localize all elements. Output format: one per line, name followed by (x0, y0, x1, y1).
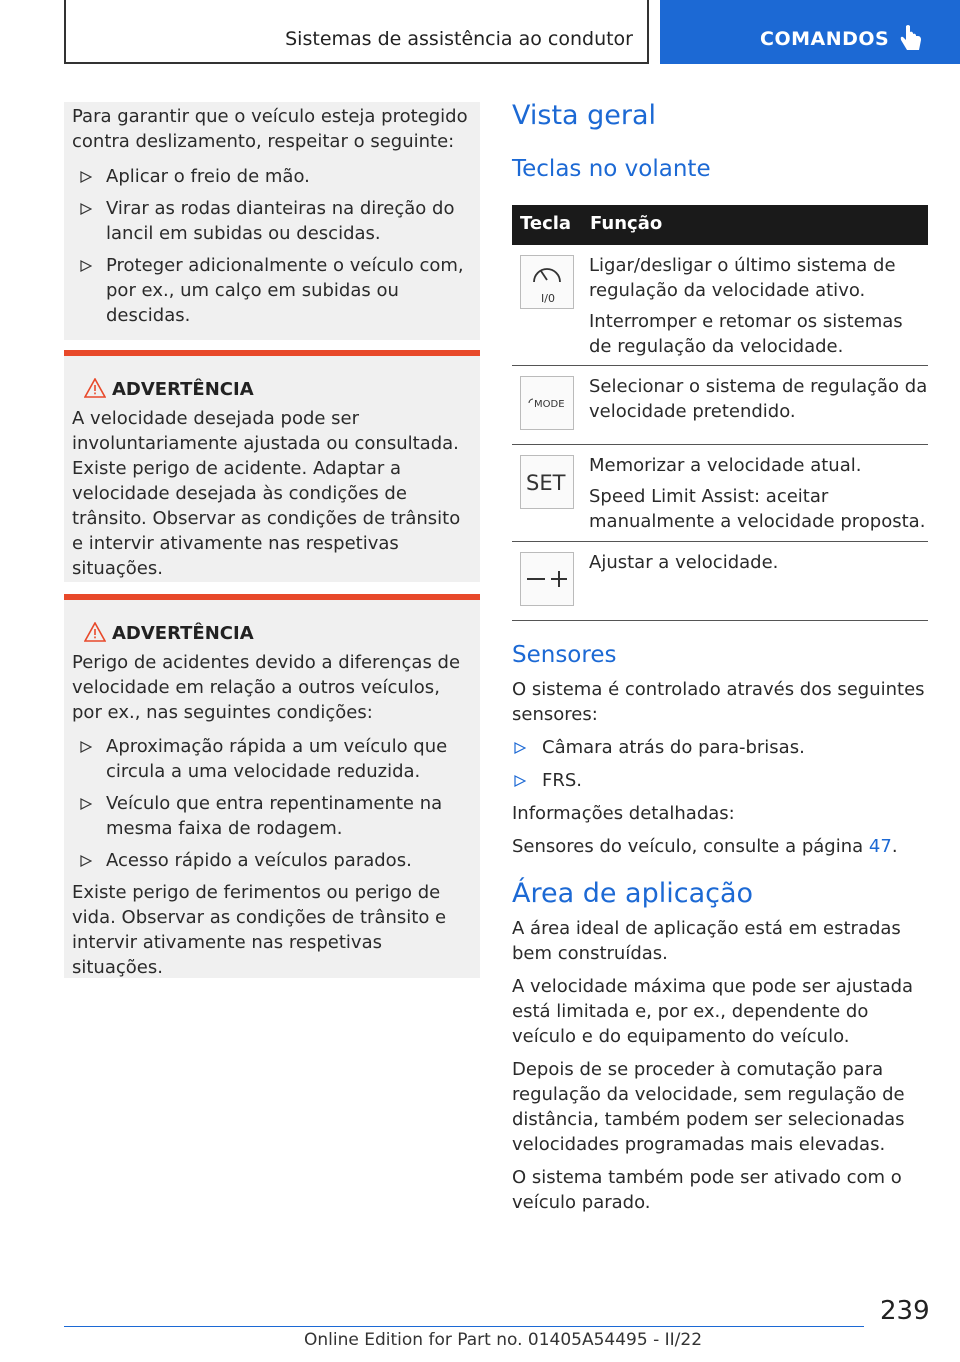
column-header-key: Tecla (520, 213, 572, 234)
heading-sensors: Sensores (512, 642, 617, 668)
list-item: Aproximação rápida a um veículo que circula a uma velocidade reduzida. (72, 734, 472, 784)
heading-area: Área de aplicação (512, 878, 754, 909)
heading-overview: Vista geral (512, 100, 657, 131)
warning-text: Perigo de acidentes devido a diferenças de velocidade em relação a outros veículos, por ex., nas seguintes condições: (72, 652, 461, 723)
table-row (512, 366, 928, 445)
list-item: Câmara atrás do para-brisas. (512, 735, 932, 760)
warning-triangle-icon (84, 622, 106, 642)
area-paragraph: Depois de se proceder à comutação para regulação da velocidade, sem regulação de distância, também podem ser selecionadas velocidades programadas mais elevadas. (512, 1059, 905, 1155)
bullet-triangle-icon (80, 260, 92, 272)
bullet-triangle-icon (514, 775, 526, 787)
function-text: Interromper e retomar os sistemas de regulação da velocidade. (589, 311, 903, 357)
table-row (512, 245, 928, 366)
hand-pointer-icon (898, 24, 924, 54)
list-item: Veículo que entra repentinamente na mesma faixa de rodagem. (72, 791, 472, 841)
table-header (512, 205, 928, 245)
svg-text:I/0: I/0 (541, 292, 555, 305)
sensors-section (512, 677, 932, 867)
area-paragraph: A velocidade máxima que pode ser ajustada está limitada e, por ex., dependente do veículo e do equipamento do veículo. (512, 976, 914, 1047)
set-button-icon (520, 455, 574, 509)
bullet-triangle-icon (80, 171, 92, 183)
function-text: Selecionar o sistema de regulação da velocidade pretendido. (589, 376, 928, 422)
intro-box (64, 102, 480, 340)
mode-button-icon (520, 376, 574, 430)
area-paragraph: O sistema também pode ser ativado com o veículo parado. (512, 1167, 902, 1213)
svg-text:SET: SET (526, 471, 566, 495)
section-title: Sistemas de assistência ao condutor (285, 28, 633, 50)
edition-text: Online Edition for Part no. 01405A54495 - II/22 (304, 1330, 703, 1350)
warning-title: ADVERTÊNCIA (72, 376, 472, 406)
footer-divider (64, 1326, 864, 1327)
minus-plus-icon (520, 552, 574, 606)
sensors-reference: Sensores do veículo, consulte a página 47. (512, 836, 898, 857)
bullet-triangle-icon (80, 855, 92, 867)
function-text: Ligar/desligar o último sistema de regulação da velocidade ativo. (589, 255, 896, 301)
svg-text:MODE: MODE (534, 399, 565, 410)
warning-title: ADVERTÊNCIA (72, 620, 472, 650)
list-item: Aplicar o freio de mão. (72, 164, 472, 189)
bullet-triangle-icon (514, 742, 526, 754)
list-item: FRS. (512, 768, 932, 793)
chapter-title: COMANDOS (760, 28, 890, 50)
keys-table (512, 205, 928, 621)
sensors-info: Informações detalhadas: (512, 803, 735, 824)
function-text: Memorizar a velocidade atual. (589, 455, 862, 476)
list-item: Acesso rápido a veículos parados. (72, 848, 472, 873)
bullet-triangle-icon (80, 203, 92, 215)
bullet-triangle-icon (80, 798, 92, 810)
bullet-triangle-icon (80, 741, 92, 753)
sensors-text: O sistema é controlado através dos seguintes sensores: (512, 679, 925, 725)
warning-box-1 (64, 350, 480, 582)
heading-keys: Teclas no volante (512, 156, 711, 182)
header-chapter (660, 0, 960, 64)
warning-text: A velocidade desejada pode ser involuntariamente ajustada ou consultada. Existe perigo de acidente. Adaptar a velocidade desejada às condições de trânsito. Observar as condições de trânsito e intervir ativamente nas respetivas situações. (72, 408, 461, 579)
area-section (512, 916, 932, 1223)
intro-text: Para garantir que o veículo esteja protegido contra deslizamento, respeitar o seguinte: (72, 106, 468, 152)
speedometer-on-off-icon (520, 255, 574, 309)
table-row (512, 445, 928, 542)
warning-triangle-icon (84, 378, 106, 398)
warning-box-2 (64, 594, 480, 978)
function-text: Ajustar a velocidade. (589, 552, 779, 573)
header-section (64, 0, 649, 64)
page-link[interactable]: 47 (868, 836, 892, 857)
list-item: Proteger adicionalmente o veículo com, por ex., um calço em subidas ou descidas. (72, 253, 472, 328)
page-number: 239 (880, 1296, 930, 1326)
list-item: Virar as rodas dianteiras na direção do lancil em subidas ou descidas. (72, 196, 472, 246)
column-header-function: Função (590, 213, 663, 234)
function-text: Speed Limit Assist: aceitar manualmente a velocidade proposta. (589, 486, 926, 532)
table-row (512, 542, 928, 621)
area-paragraph: A área ideal de aplicação está em estradas bem construídas. (512, 918, 901, 964)
warning-text-2: Existe perigo de ferimentos ou perigo de vida. Observar as condições de trânsito e intervir ativamente nas respetivas situações. (72, 882, 447, 978)
